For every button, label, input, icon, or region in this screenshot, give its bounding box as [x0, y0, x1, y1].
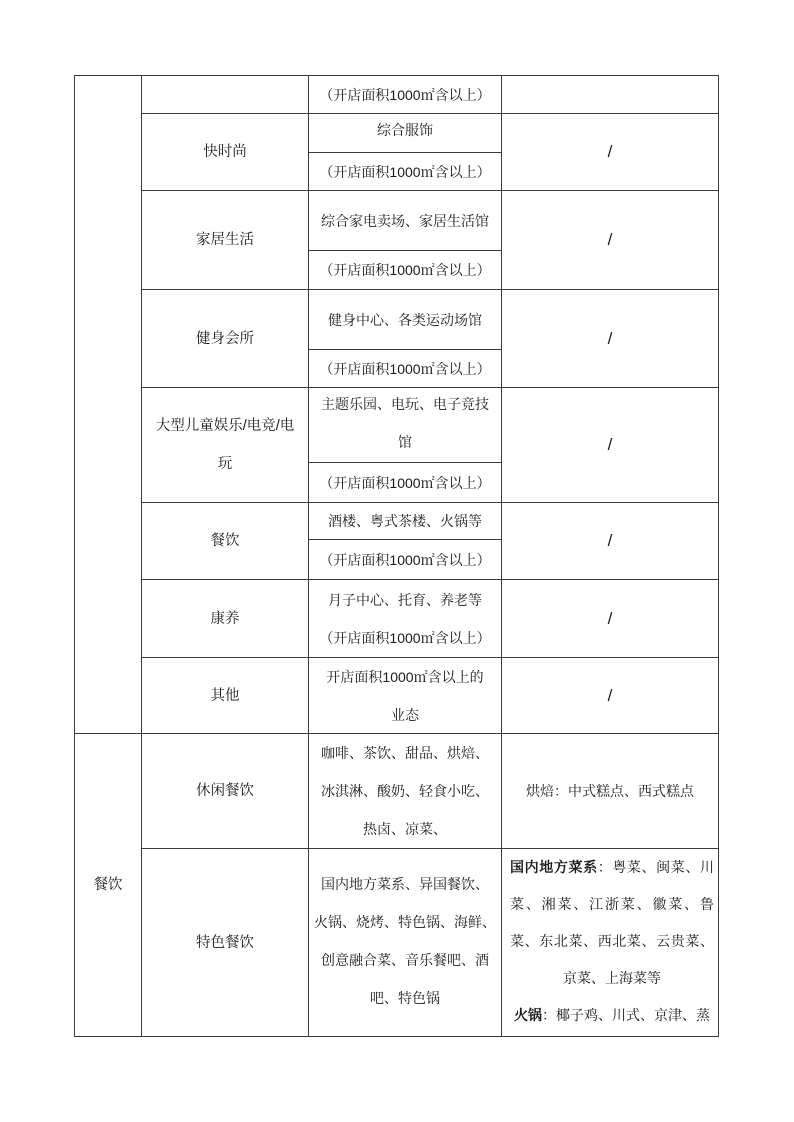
category-label: 特色餐饮 — [196, 934, 254, 951]
scope-cell: 综合家电卖场、家居生活馆 — [321, 212, 489, 229]
category-label: 大型儿童娱乐/电竞/电 玩 — [155, 418, 295, 472]
scale-cell: （开店面积1000㎡含以上） — [319, 262, 491, 278]
table-border-bottom — [74, 1036, 719, 1037]
note-cell: / — [607, 608, 613, 628]
scope-cell: 健身中心、各类运动场馆 — [328, 311, 482, 328]
scope-cell: 开店面积1000㎡含以上的 业态 — [326, 668, 484, 723]
note-cell: 烘焙：中式糕点、西式糕点 — [526, 783, 694, 799]
scope-cell: 酒楼、粤式茶楼、火锅等 — [328, 513, 482, 529]
scope-cell: 国内地方菜系、异国餐饮、 火锅、烧烤、特色锅、海鲜、 创意融合菜、音乐餐吧、酒 吧、特色锅 — [314, 876, 496, 1006]
scale-cell: （开店面积1000㎡含以上） — [319, 360, 491, 377]
note-paragraph: 国内地方菜系：粤菜、闽菜、川菜、湘菜、江浙菜、徽菜、鲁菜、东北菜、西北菜、云贵菜、京菜、上海菜等 — [510, 859, 715, 986]
note-cell: / — [607, 142, 613, 161]
note-cell — [502, 849, 718, 1036]
scale-cell: （开店面积1000㎡含以上） — [319, 474, 491, 491]
note-paragraphs — [510, 849, 714, 1034]
note-paragraph: 火锅：椰子鸡、川式、京津、蒸 — [514, 1007, 710, 1023]
scope-cell: 咖啡、茶饮、甜品、烘焙、 冰淇淋、酸奶、轻食小吃、 热卤、凉菜、 — [321, 745, 489, 837]
category-label: 康养 — [210, 610, 240, 627]
category-label: 快时尚 — [203, 144, 247, 160]
scope-cell: 综合服饰 — [377, 122, 433, 138]
category-label: 其他 — [210, 687, 240, 704]
note-cell: / — [607, 685, 613, 705]
category-label: 休闲餐饮 — [196, 783, 254, 799]
scale-cell: （开店面积1000㎡含以上） — [319, 163, 491, 180]
scale-cell: （开店面积1000㎡含以上） — [319, 86, 491, 103]
note-cell: / — [607, 328, 613, 348]
note-cell: / — [607, 435, 613, 454]
category-label: 餐饮 — [210, 533, 240, 549]
scope-cell: 月子中心、托育、养老等 （开店面积1000㎡含以上） — [319, 591, 491, 646]
scale-cell: （开店面积1000㎡含以上） — [319, 551, 491, 568]
table-border-right — [718, 75, 719, 1037]
scope-cell: 主题乐园、电玩、电子竞技 馆 — [321, 396, 489, 450]
category-label: 家居生活 — [196, 232, 254, 248]
section-category-label: 餐饮 — [93, 877, 123, 893]
note-cell: / — [607, 230, 613, 249]
category-label: 健身会所 — [196, 330, 254, 347]
note-cell: / — [607, 531, 613, 550]
